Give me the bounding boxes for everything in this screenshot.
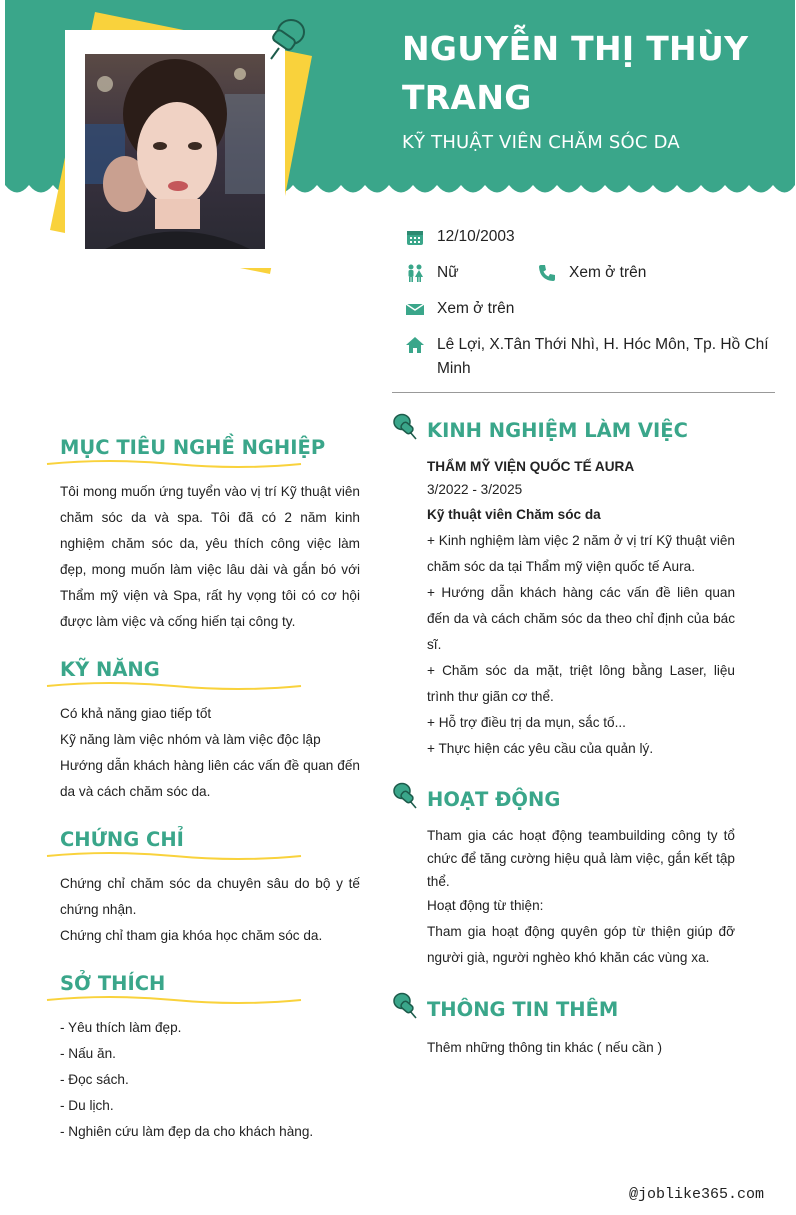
hobby-item: - Nghiên cứu làm đẹp da cho khách hàng. — [60, 1124, 314, 1139]
home-icon — [405, 335, 425, 355]
section-title-experience: KINH NGHIỆM LÀM VIỆC — [427, 419, 688, 442]
pushpin-icon — [392, 992, 418, 1020]
work-role: Kỹ thuật viên Chăm sóc da — [427, 507, 601, 522]
gender-icon — [405, 263, 425, 283]
pushpin-icon — [392, 413, 418, 441]
activity-item: Tham gia các hoạt động teambuilding công ty tổ chức để tăng cường hiệu quả làm việc, gắn kết tập thể. — [427, 828, 735, 889]
activity-item: Hoạt động từ thiện: — [427, 898, 544, 913]
skills-list — [60, 701, 360, 805]
certificate-item: Chứng chỉ tham gia khóa học chăm sóc da. — [60, 928, 323, 943]
hobby-item: - Đọc sách. — [60, 1072, 129, 1087]
hobbies-list — [60, 1015, 360, 1145]
more-info-block — [427, 1035, 735, 1061]
hobby-item: - Nấu ăn. — [60, 1046, 116, 1061]
experience-item: + Hỗ trợ điều trị da mụn, sắc tố... — [427, 715, 626, 730]
section-title-more-info: THÔNG TIN THÊM — [427, 998, 619, 1021]
pushpin-icon — [265, 14, 309, 62]
phone-text: Xem ở trên — [569, 264, 647, 281]
skill-item: Hướng dẫn khách hàng liên các vấn đề quan đến da và cách chăm sóc da. — [60, 758, 360, 799]
yellow-underline — [45, 680, 303, 692]
experience-item: + Thực hiện các yêu cầu của quản lý. — [427, 741, 654, 756]
watermark: @joblike365.com — [628, 1186, 764, 1203]
calendar-icon — [405, 227, 425, 247]
contact-address — [405, 333, 775, 383]
objective-text: Tôi mong muốn ứng tuyển vào vị trí Kỹ thuật viên chăm sóc da và spa. Tôi đã có 2 năm kinh nghiệm chăm sóc da, yêu thích công việc làm đẹp, mong muốn làm việc lâu dài và gắn bó với Thẩm mỹ viện và Spa, rất hy vọng tôi có cơ hội được làm việc và cống hiến tại công ty. — [60, 484, 360, 629]
email-icon — [405, 299, 425, 319]
section-title-activities: HOẠT ĐỘNG — [427, 788, 561, 811]
activity-item: Tham gia hoạt động quyên góp từ thiện giúp đỡ người già, người nghèo khó khăn các vùng xa. — [427, 924, 735, 965]
yellow-underline — [45, 850, 303, 862]
more-info-text: Thêm những thông tin khác ( nếu cần ) — [427, 1040, 663, 1055]
experience-item: + Chăm sóc da mặt, triệt lông bằng Laser, liệu trình thư giãn cơ thể. — [427, 663, 735, 704]
profile-photo — [85, 54, 265, 249]
contact-divider — [392, 392, 775, 393]
email-text: Xem ở trên — [437, 300, 515, 317]
skill-item: Kỹ năng làm việc nhóm và làm việc độc lập — [60, 732, 321, 747]
yellow-underline — [45, 458, 303, 470]
certificates-list — [60, 871, 360, 949]
section-title-skills: KỸ NĂNG — [60, 658, 160, 681]
section-title-certificates: CHỨNG CHỈ — [60, 828, 184, 851]
work-period: 3/2022 - 3/2025 — [427, 482, 523, 497]
experience-item: + Hướng dẫn khách hàng các vấn đề liên quan đến da và cách chăm sóc da theo chỉ định của bác sĩ. — [427, 585, 735, 652]
section-title-hobbies: SỞ THÍCH — [60, 972, 166, 995]
yellow-underline — [45, 994, 303, 1006]
phone-icon — [537, 263, 557, 283]
dob-text: 12/10/2003 — [437, 228, 515, 245]
experience-item: + Kinh nghiệm làm việc 2 năm ở vị trí Kỹ thuật viên chăm sóc da tại Thẩm mỹ viện quốc tế Aura. — [427, 533, 735, 574]
job-title: KỸ THUẬT VIÊN CHĂM SÓC DA — [402, 132, 680, 153]
skill-item: Có khả năng giao tiếp tốt — [60, 706, 212, 721]
address-text: Lê Lợi, X.Tân Thới Nhì, H. Hóc Môn, Tp. Hồ Chí Minh — [437, 336, 769, 377]
certificate-item: Chứng chỉ chăm sóc da chuyên sâu do bộ y tế chứng nhận. — [60, 876, 360, 917]
gender-text: Nữ — [437, 264, 459, 281]
company-name: THẨM MỸ VIỆN QUỐC TẾ AURA — [427, 459, 635, 474]
activities-block — [427, 824, 735, 971]
section-title-objective: MỤC TIÊU NGHỀ NGHIỆP — [60, 436, 326, 459]
hobby-item: - Du lịch. — [60, 1098, 114, 1113]
hobby-item: - Yêu thích làm đẹp. — [60, 1020, 182, 1035]
pushpin-icon — [392, 782, 418, 810]
candidate-name: NGUYỄN THỊ THÙY TRANG — [402, 29, 749, 117]
experience-block — [427, 456, 735, 762]
